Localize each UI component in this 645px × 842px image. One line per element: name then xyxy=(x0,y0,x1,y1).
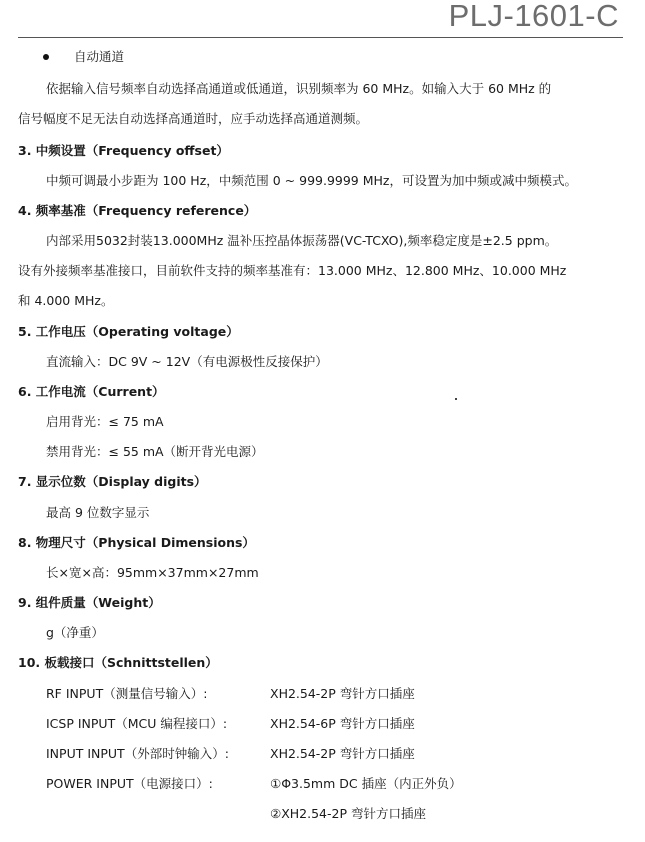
interface-label-rf: RF INPUT（测量信号输入）: xyxy=(46,686,208,701)
section-6-text-2: 禁用背光：≤ 55 mA（断开背光电源） xyxy=(46,444,264,459)
section-3-heading: 3. 中频设置（Frequency offset） xyxy=(18,143,229,158)
section-10-heading: 10. 板载接口（Schnittstellen） xyxy=(18,655,218,670)
section-4-text-3: 和 4.000 MHz。 xyxy=(18,293,114,308)
section-7-text: 最高 9 位数字显示 xyxy=(46,505,150,520)
bullet-icon xyxy=(43,54,49,60)
section-3-text: 中频可调最小步距为 100 Hz，中频范围 0 ~ 999.9999 MHz，可设置为加中频或减中频模式。 xyxy=(46,173,577,188)
section-9-heading: 9. 组件质量（Weight） xyxy=(18,595,161,610)
header-rule xyxy=(18,37,623,38)
section-6-heading: 6. 工作电流（Current） xyxy=(18,384,165,399)
section-8-text: 长×宽×高：95mm×37mm×27mm xyxy=(46,565,259,580)
auto-channel-text-1: 依据输入信号频率自动选择高通道或低通道，识别频率为 60 MHz。如输入大于 60 MHz 的 xyxy=(46,81,552,96)
interface-label-icsp: ICSP INPUT（MCU 编程接口）: xyxy=(46,716,228,731)
interface-value-power-alt: ②XH2.54-2P 弯针方口插座 xyxy=(270,806,426,821)
section-6-text-1: 启用背光：≤ 75 mA xyxy=(46,414,164,429)
interface-value-icsp: XH2.54-6P 弯针方口插座 xyxy=(270,716,415,731)
interface-label-power: POWER INPUT（电源接口）: xyxy=(46,776,213,791)
section-4-text-2: 设有外接频率基准接口，目前软件支持的频率基准有：13.000 MHz、12.800 MHz、10.000 MHz xyxy=(18,263,567,278)
interface-value-rf: XH2.54-2P 弯针方口插座 xyxy=(270,686,415,701)
interface-value-input: XH2.54-2P 弯针方口插座 xyxy=(270,746,415,761)
section-8-heading: 8. 物理尺寸（Physical Dimensions） xyxy=(18,535,255,550)
interface-value-power: ①Φ3.5mm DC 插座（内正外负） xyxy=(270,776,462,791)
section-5-heading: 5. 工作电压（Operating voltage） xyxy=(18,324,239,339)
stray-dot xyxy=(455,398,457,400)
auto-channel-text-2: 信号幅度不足无法自动选择高通道时，应手动选择高通道测频。 xyxy=(18,111,369,126)
section-4-heading: 4. 频率基准（Frequency reference） xyxy=(18,203,257,218)
section-9-text: g（净重） xyxy=(46,625,104,640)
section-4-text-1: 内部采用5032封装13.000MHz 温补压控晶体振荡器(VC-TCXO),频率稳定度是±2.5 ppm。 xyxy=(46,233,558,248)
section-7-heading: 7. 显示位数（Display digits） xyxy=(18,474,207,489)
auto-channel-label: 自动通道 xyxy=(74,49,125,64)
interface-label-input: INPUT INPUT（外部时钟输入）: xyxy=(46,746,229,761)
section-5-text: 直流输入：DC 9V ~ 12V（有电源极性反接保护） xyxy=(46,354,328,369)
document-model-title: PLJ-1601-C xyxy=(448,0,619,33)
